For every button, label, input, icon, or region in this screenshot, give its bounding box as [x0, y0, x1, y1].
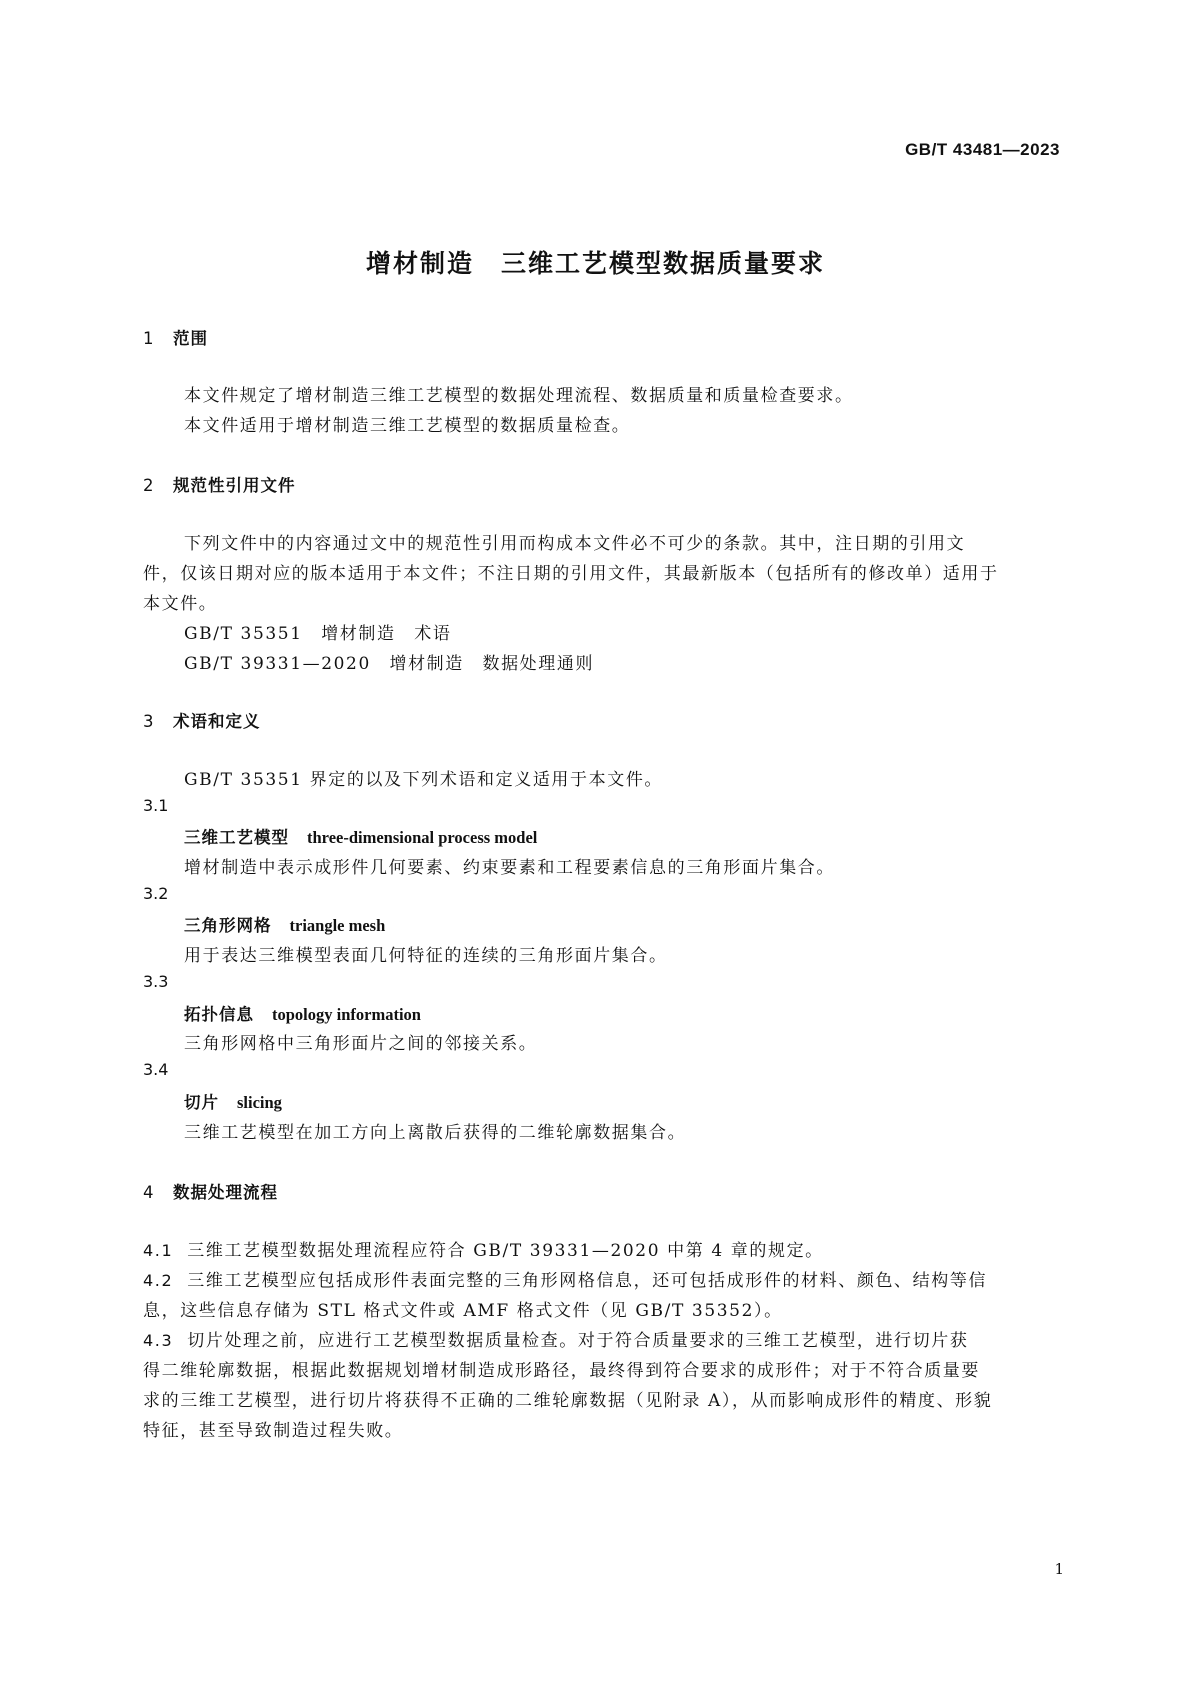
term-english: three-dimensional process model [307, 828, 538, 847]
term-definition: 三角形网格中三角形面片之间的邻接关系。 [184, 1034, 538, 1054]
term-chinese: 拓扑信息 [184, 1005, 254, 1024]
term-heading [184, 912, 385, 936]
term-heading [184, 1089, 282, 1113]
clause-4-3-line-2: 得二维轮廓数据，根据此数据规划增材制造成形路径，最终得到符合要求的成形件；对于不符合质量要 [143, 1361, 980, 1381]
s2-paragraph-line-2: 件，仅该日期对应的版本适用于本文件；不注日期的引用文件，其最新版本（包括所有的修改单）适用于 [143, 564, 999, 584]
term-english: slicing [237, 1093, 282, 1112]
term-number: 3.3 [143, 972, 169, 991]
section-number: 4 [143, 1183, 155, 1202]
section-1-heading [143, 325, 208, 349]
document-title: 增材制造 三维工艺模型数据质量要求 [365, 249, 825, 278]
term-number: 3.4 [143, 1060, 169, 1079]
section-number: 2 [143, 476, 155, 495]
clause-text: 切片处理之前，应进行工艺模型数据质量检查。对于符合质量要求的三维工艺模型，进行切片获 [187, 1331, 969, 1351]
clause-4-2-line-2: 息，这些信息存储为 STL 格式文件或 AMF 格式文件（见 GB/T 35352）。 [143, 1301, 783, 1321]
normative-reference-1: GB/T 35351 增材制造 术语 [184, 624, 452, 644]
section-2-heading [143, 472, 296, 496]
clause-number: 4.3 [143, 1331, 174, 1350]
clause-text: 三维工艺模型数据处理流程应符合 GB/T 39331—2020 中第 4 章的规定。 [187, 1241, 824, 1261]
page-number: 1 [1054, 1560, 1064, 1578]
standard-number: GB/T 43481—2023 [905, 140, 1060, 159]
section-title: 范围 [173, 329, 208, 348]
clause-4-3-line-1 [143, 1326, 968, 1351]
section-number: 1 [143, 329, 155, 348]
term-definition: 三维工艺模型在加工方向上离散后获得的二维轮廓数据集合。 [184, 1123, 687, 1143]
section-number: 3 [143, 712, 155, 731]
section-title: 规范性引用文件 [173, 476, 296, 495]
clause-4-1 [143, 1236, 824, 1261]
clause-4-3-line-4: 特征，甚至导致制造过程失败。 [143, 1421, 404, 1441]
s1-paragraph-2: 本文件适用于增材制造三维工艺模型的数据质量检查。 [184, 416, 631, 436]
term-number: 3.2 [143, 884, 169, 903]
s3-intro: GB/T 35351 界定的以及下列术语和定义适用于本文件。 [184, 770, 664, 790]
term-english: triangle mesh [289, 916, 386, 935]
term-number: 3.1 [143, 796, 169, 815]
term-chinese: 三维工艺模型 [184, 828, 289, 847]
term-chinese: 三角形网格 [184, 916, 272, 935]
term-heading [184, 1001, 421, 1025]
clause-4-2-line-1 [143, 1266, 987, 1291]
section-3-heading [143, 708, 261, 732]
section-title: 术语和定义 [173, 712, 261, 731]
term-definition: 用于表达三维模型表面几何特征的连续的三角形面片集合。 [184, 946, 668, 966]
s2-paragraph-line-3: 本文件。 [143, 594, 218, 614]
clause-number: 4.1 [143, 1241, 174, 1260]
clause-text: 三维工艺模型应包括成形件表面完整的三角形网格信息，还可包括成形件的材料、颜色、结构等信 [187, 1271, 988, 1291]
normative-reference-2: GB/T 39331—2020 增材制造 数据处理通则 [184, 654, 595, 674]
clause-number: 4.2 [143, 1271, 174, 1290]
section-4-heading [143, 1179, 278, 1203]
term-heading [184, 824, 537, 848]
section-title: 数据处理流程 [173, 1183, 278, 1202]
s2-paragraph-line-1: 下列文件中的内容通过文中的规范性引用而构成本文件必不可少的条款。其中，注日期的引用文 [184, 534, 966, 554]
clause-4-3-line-3: 求的三维工艺模型，进行切片将获得不正确的二维轮廓数据（见附录 A），从而影响成形件的精度、形貌 [143, 1391, 993, 1411]
s1-paragraph-1: 本文件规定了增材制造三维工艺模型的数据处理流程、数据质量和质量检查要求。 [184, 386, 854, 406]
term-chinese: 切片 [184, 1093, 219, 1112]
term-definition: 增材制造中表示成形件几何要素、约束要素和工程要素信息的三角形面片集合。 [184, 858, 835, 878]
term-english: topology information [272, 1005, 421, 1024]
